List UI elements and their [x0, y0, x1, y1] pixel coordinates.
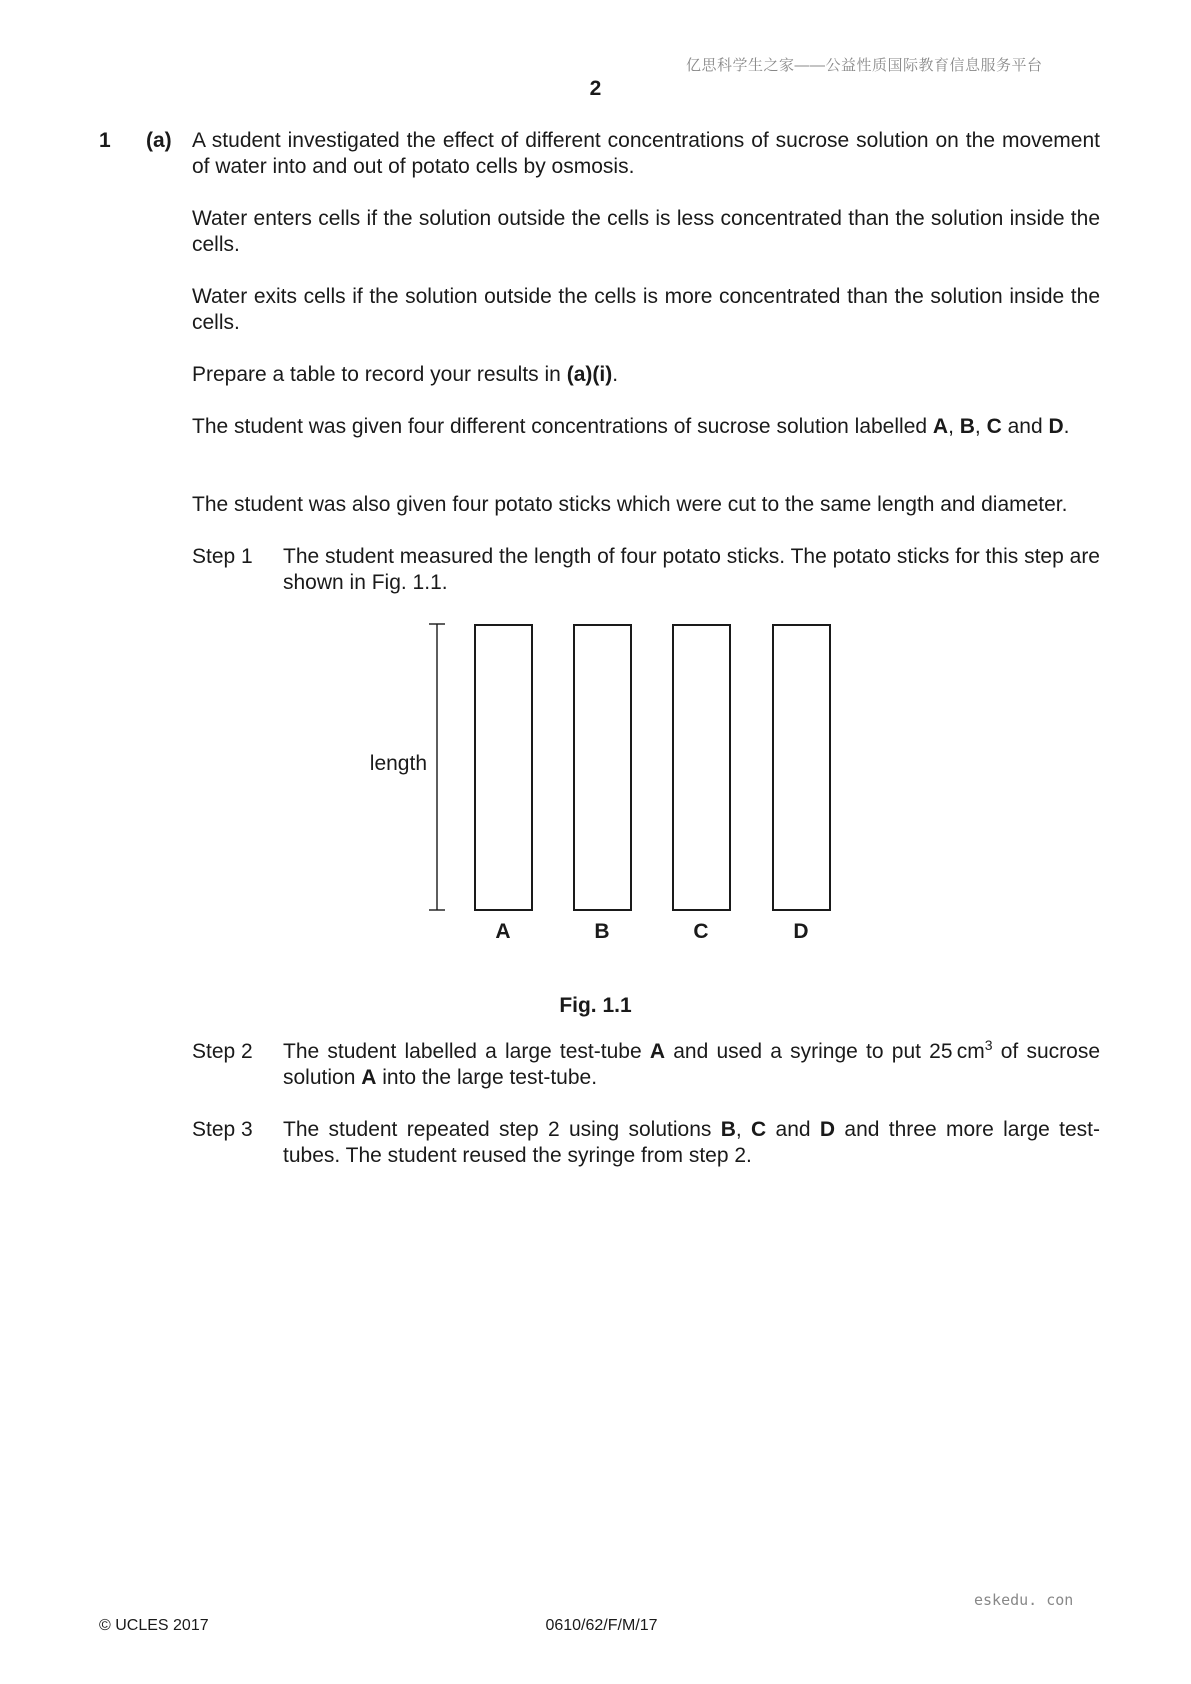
- step-2-part-2: and used a syringe to put 25 cm: [665, 1040, 985, 1063]
- label-a: A: [932, 415, 949, 438]
- length-dimension-line: [429, 624, 445, 910]
- step-3-text: [283, 1117, 1100, 1169]
- step-2-bold-2: A: [361, 1066, 377, 1089]
- step-2-superscript: 3: [984, 1037, 993, 1053]
- concentrations-text: The student was given four different concentrations of sucrose solution labelled: [192, 415, 933, 438]
- prepare-table-period: .: [612, 363, 619, 386]
- step-2-part-1: The student labelled a large test-tube: [283, 1040, 650, 1063]
- step-3-part-2: ,: [735, 1118, 752, 1141]
- prepare-table-paragraph: [192, 362, 1100, 388]
- stick-label-d: D: [793, 920, 809, 943]
- step-3-part-1: The student repeated step 2 using solutions: [283, 1118, 721, 1141]
- footer-watermark: eskedu. con: [974, 1591, 1074, 1609]
- footer-code: 0610/62/F/M/17: [545, 1617, 658, 1634]
- stick-label-b: B: [594, 920, 610, 943]
- sticks-paragraph: The student was also given four potato sticks which were cut to the same length and diameter.: [192, 493, 1068, 516]
- step-3-part-3: and: [766, 1118, 820, 1141]
- label-b: B: [959, 415, 975, 438]
- footer-copyright: © UCLES 2017: [99, 1617, 209, 1634]
- prepare-table-ref: (a)(i): [566, 363, 613, 386]
- question-part: (a): [146, 129, 172, 152]
- step-3-bold-1: B: [720, 1118, 736, 1141]
- potato-stick-d: [773, 625, 830, 910]
- potato-stick-b: [574, 625, 631, 910]
- potato-stick-c: [673, 625, 730, 910]
- intro-paragraph: A student investigated the effect of different concentrations of sucrose solution on the movement of water into and out of potato cells by osmosis.: [192, 129, 1100, 178]
- prepare-table-text: Prepare a table to record your results in: [192, 363, 567, 386]
- step-2-part-4: into the large test-tube.: [376, 1066, 598, 1089]
- stick-label-c: C: [693, 920, 709, 943]
- step-3-label: Step 3: [192, 1118, 253, 1141]
- label-d: D: [1048, 415, 1064, 438]
- water-enters-paragraph: Water enters cells if the solution outside the cells is less concentrated than the solution inside the cells.: [192, 207, 1100, 256]
- step-1-label: Step 1: [192, 545, 253, 568]
- question-number: 1: [99, 129, 111, 152]
- step-3-bold-3: D: [819, 1118, 836, 1141]
- page-number: 2: [589, 77, 602, 100]
- water-exits-paragraph: Water exits cells if the solution outside the cells is more concentrated than the solution inside the cells.: [192, 285, 1100, 334]
- stick-label-a: A: [495, 920, 511, 943]
- step-2-part-3: of sucrose solution: [283, 1040, 1101, 1089]
- label-c: C: [986, 415, 1002, 438]
- figure-caption: Fig. 1.1: [559, 994, 632, 1017]
- step-2-text: [283, 1039, 1100, 1091]
- step-3-part-4: and three more large test-tubes. The student reused the syringe from step 2.: [283, 1118, 1100, 1167]
- step-3-bold-2: C: [751, 1118, 767, 1141]
- header-watermark: 亿思科学生之家——公益性质国际教育信息服务平台: [686, 57, 1043, 74]
- step-2-bold-1: A: [649, 1040, 666, 1063]
- step-2-label: Step 2: [192, 1040, 253, 1063]
- potato-stick-a: [475, 625, 532, 910]
- length-label: length: [369, 752, 427, 775]
- step-1-text: The student measured the length of four potato sticks. The potato sticks for this step are shown in Fig. 1.1.: [283, 545, 1100, 594]
- concentrations-paragraph: The student was given four different concentrations of sucrose solution labelled A, B, C and D.: [192, 415, 1070, 438]
